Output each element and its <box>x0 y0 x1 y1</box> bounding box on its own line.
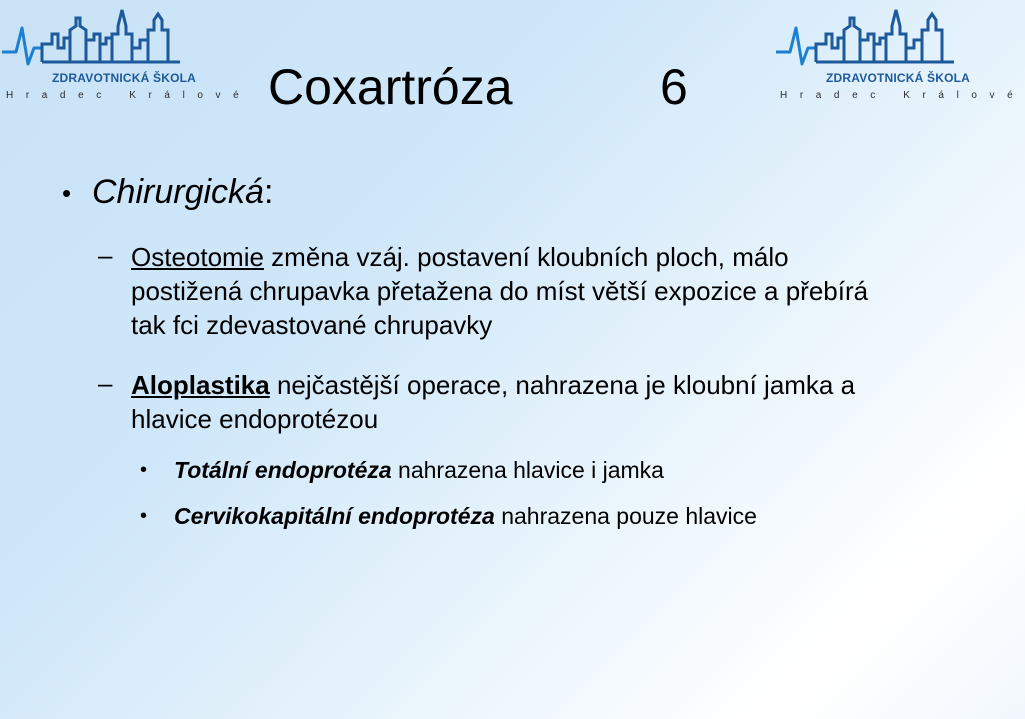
school-logo-left <box>2 4 252 104</box>
bullet-icon: • <box>140 505 148 527</box>
skyline-pulse-icon <box>776 4 956 74</box>
logo-school-name: ZDRAVOTNICKÁ ŠKOLA <box>826 71 971 85</box>
bullet-icon: • <box>62 178 72 208</box>
dash-icon: – <box>98 368 113 398</box>
list-item <box>131 240 891 342</box>
logo-city-name: Hradec Králové <box>6 90 252 101</box>
item-term: Osteotomie <box>131 242 264 272</box>
school-logo-right <box>776 4 1025 104</box>
item-term: Aloplastika <box>131 370 270 400</box>
list-subitem <box>174 455 664 485</box>
dash-icon: – <box>98 240 113 270</box>
subitem-term: Cervikokapitální endoprotéza <box>174 503 495 529</box>
logo-city-name: Hradec Králové <box>780 90 1025 101</box>
list-subitem <box>174 501 757 531</box>
slide-number: 6 <box>660 59 688 115</box>
subitem-term: Totální endoprotéza <box>174 457 392 483</box>
slide-title: Coxartróza <box>268 59 513 115</box>
list-item <box>131 368 891 436</box>
subitem-text: nahrazena hlavice i jamka <box>391 457 664 483</box>
heading-suffix: : <box>263 173 274 211</box>
heading-term: Chirurgická <box>92 173 264 211</box>
subitem-text: nahrazena pouze hlavice <box>494 503 757 529</box>
skyline-pulse-icon <box>2 4 182 74</box>
heading-item <box>92 170 273 214</box>
logo-school-name: ZDRAVOTNICKÁ ŠKOLA <box>52 71 197 85</box>
item-text: nejčastější operace, nahrazena je kloubní jamka a hlavice endoprotézou <box>131 370 856 434</box>
item-text: změna vzáj. postavení kloubních ploch, málo postižená chrupavka přetažena do míst větší expozice a přebírá tak fci zdevastované chrupavky <box>131 242 869 340</box>
bullet-icon: • <box>140 459 148 481</box>
